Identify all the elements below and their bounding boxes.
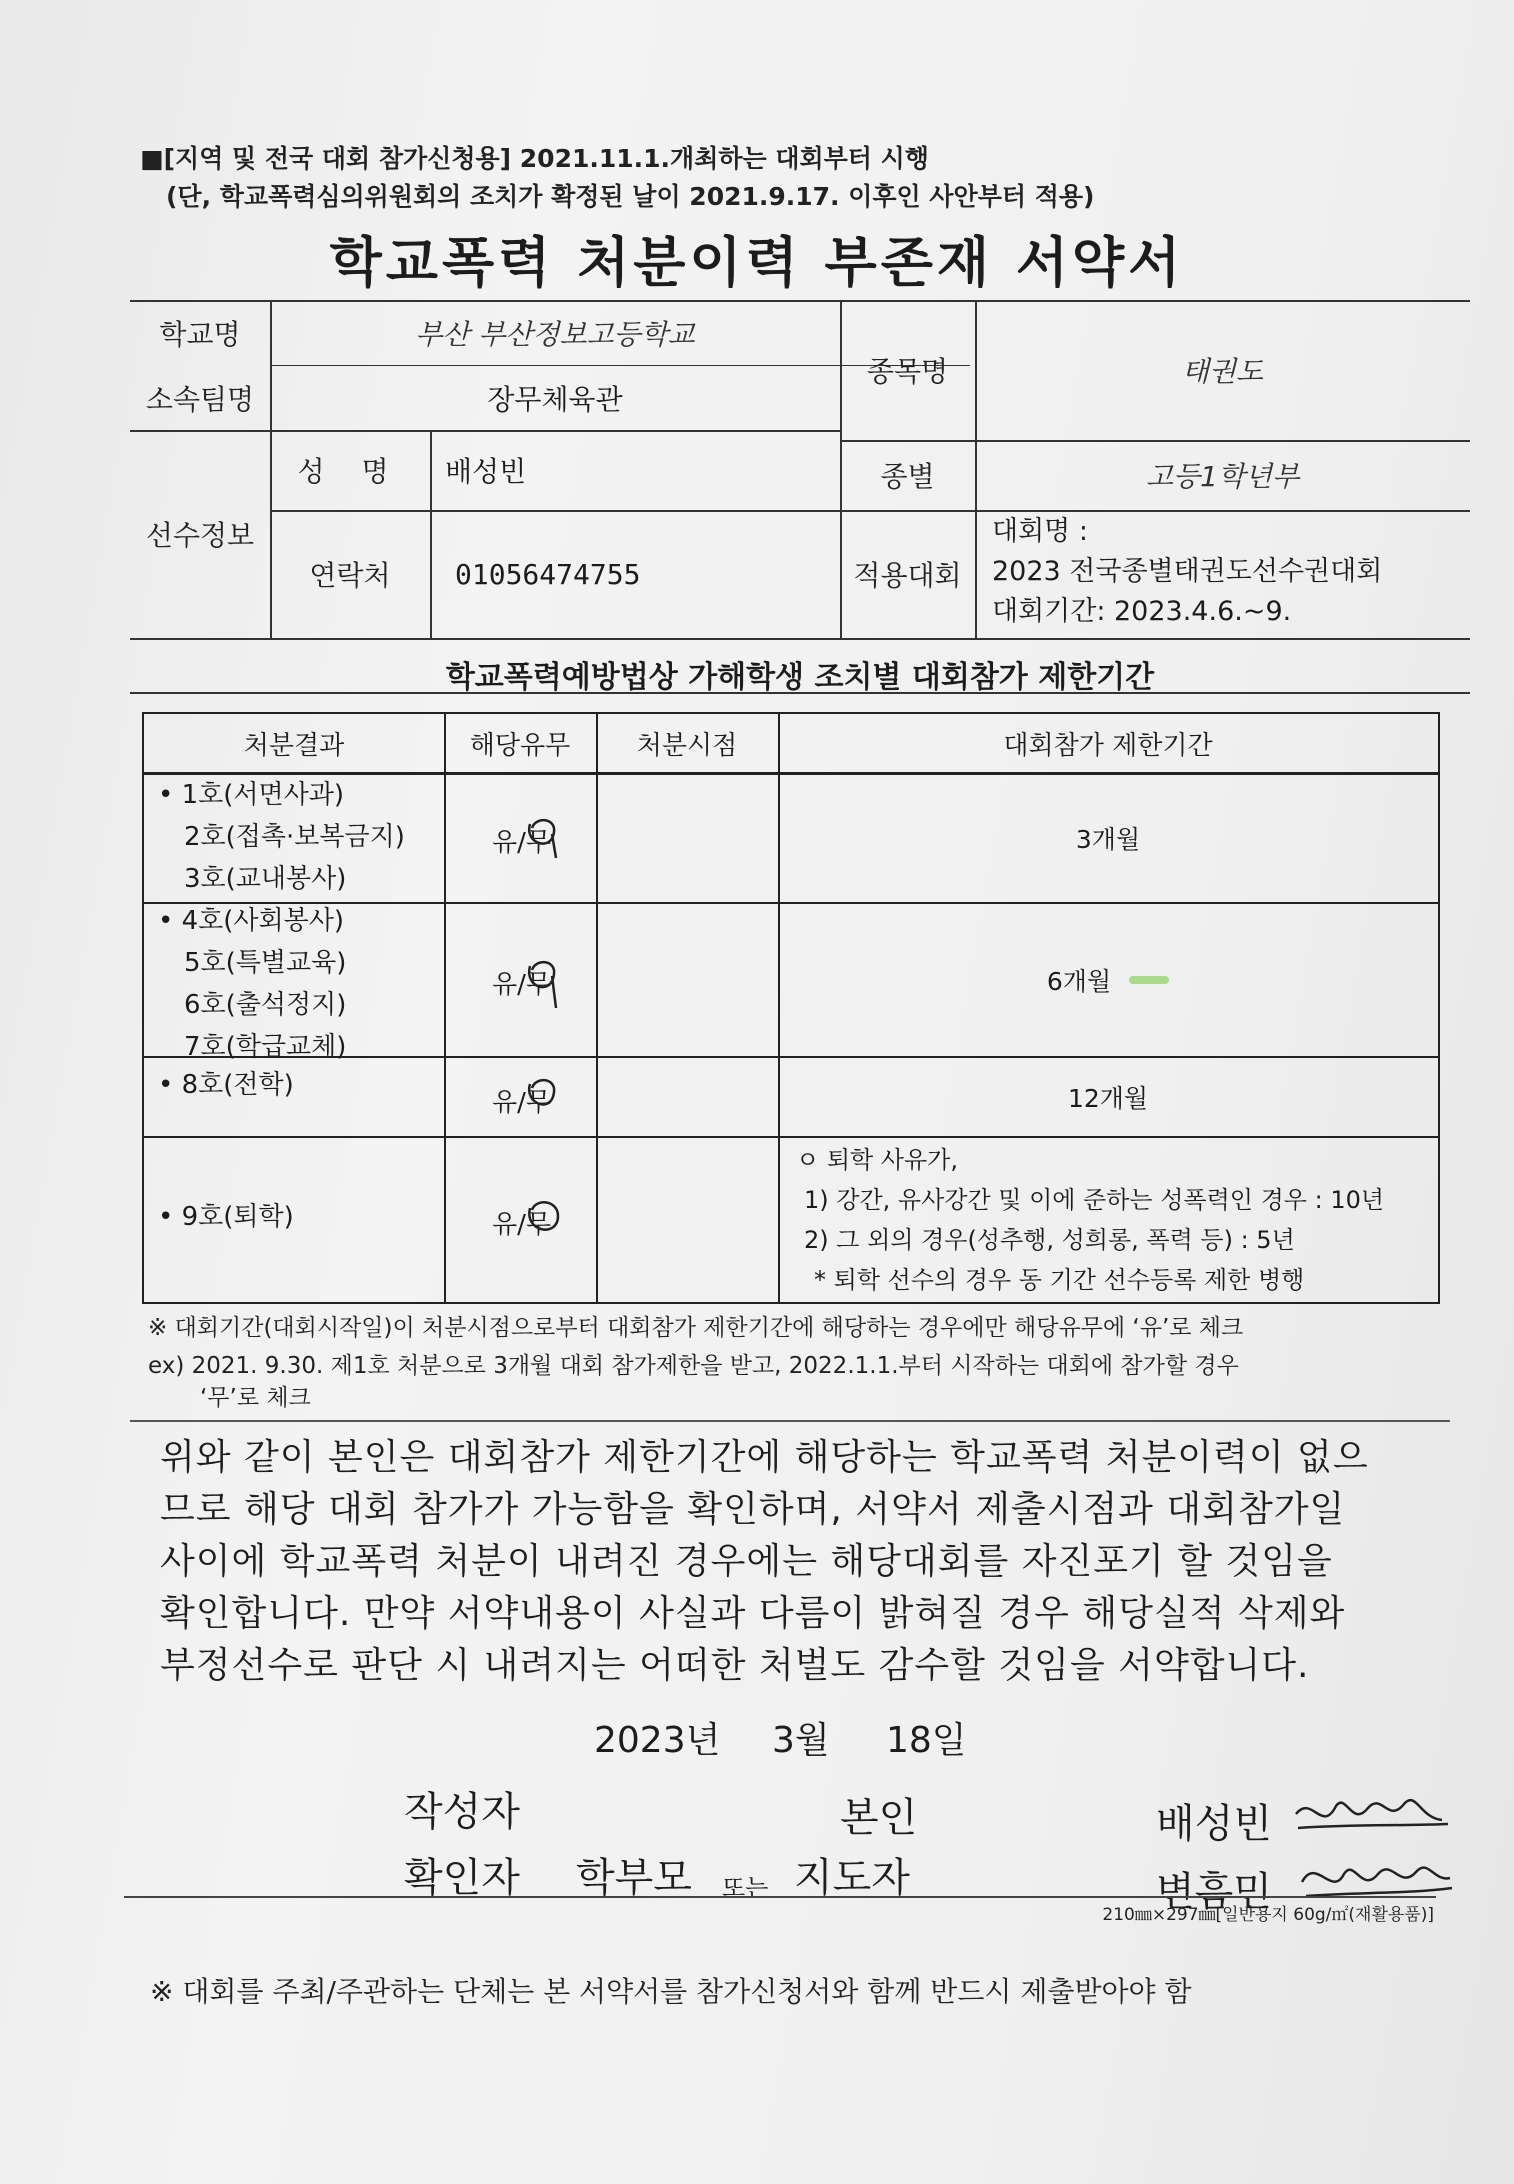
footnote: ※ 대회기간(대회시작일)이 처분시점으로부터 대회참가 제한기간에 해당하는 경우에만 해당유무에 ‘유’로 체크	[148, 1315, 1244, 1341]
event-value: 태권도	[1181, 355, 1264, 388]
highlight-mark	[1129, 976, 1169, 984]
result-item: • 4호(사회봉사)	[158, 906, 345, 936]
check-text: 유/무	[492, 1210, 551, 1240]
header-applicable: 해당유무	[469, 730, 571, 761]
header-time: 처분시점	[636, 730, 738, 761]
result-item: • 8호(전학)	[158, 1070, 294, 1100]
or-text: 또는	[722, 1874, 769, 1902]
writer-name: 배성빈	[1156, 1801, 1272, 1847]
example-line-1: ex) 2021. 9.30. 제1호 처분으로 3개월 대회 참가제한을 받고, 2022.1.1.부터 시작하는 대회에 참가할 경우	[148, 1353, 1239, 1379]
contact-value: 01056474755	[455, 557, 641, 591]
period-line: ㅇ 퇴학 사유가,	[796, 1146, 958, 1174]
circle-mark-icon	[522, 1196, 566, 1244]
period-text: 6개월	[1046, 967, 1112, 996]
school-label: 학교명	[159, 317, 241, 351]
writer-label: 작성자	[404, 1789, 520, 1835]
apply-label: 적용대회	[853, 559, 962, 592]
name-value: 배성빈	[445, 455, 527, 488]
example-line-2: ‘무’로 체크	[200, 1385, 311, 1411]
result-item: 3호(교내봉사)	[184, 864, 347, 894]
period-line: 2) 그 외의 경우(성추행, 성희롱, 폭력 등) : 5년	[804, 1226, 1295, 1254]
expulsion-period	[796, 1140, 1384, 1300]
confirmer-role-parent: 학부모	[576, 1855, 692, 1901]
name-label: 성 명	[297, 455, 403, 488]
table-row	[158, 1064, 294, 1106]
check-text: 유/무	[492, 970, 551, 1000]
pledge-line: 부정선수로 판단 시 내려지는 어떠한 처벌도 감수할 것임을 서약합니다.	[160, 1645, 1310, 1686]
comp-period: 대회기간: 2023.4.6.~9.	[992, 596, 1292, 627]
paper-spec: 210㎜×297㎜[일반용지 60g/㎡(재활용품)]	[1102, 1905, 1434, 1925]
category-label: 종별	[880, 460, 935, 493]
date-year: 2023년	[594, 1720, 721, 1761]
bottom-note: ※ 대회를 주최/주관하는 단체는 본 서약서를 참가신청서와 함께 반드시 제출받아야 함	[150, 1975, 1192, 2008]
team-label: 소속팀명	[145, 382, 255, 416]
comp-name-value: 2023 전국종별태권도선수권대회	[992, 556, 1383, 587]
notice-line-2: (단, 학교폭력심의위원회의 조치가 확정된 날이 2021.9.17. 이후인 사안부터 적용)	[166, 182, 1095, 211]
comp-name-label: 대회명 :	[992, 516, 1088, 547]
check-mark	[492, 1082, 551, 1119]
check-mark	[492, 1204, 551, 1241]
result-item: 7호(학급교체)	[184, 1032, 347, 1062]
confirmer-label: 확인자	[404, 1855, 520, 1901]
notice-line-1: ■[지역 및 전국 대회 참가신청용] 2021.11.1.개최하는 대회부터 시행	[140, 144, 929, 173]
pledge-line: 사이에 학교폭력 처분이 내려진 경우에는 해당대회를 자진포기 할 것임을	[160, 1541, 1333, 1582]
confirmer-name: 변흠민	[1156, 1869, 1272, 1915]
category-value: 고등1학년부	[1145, 460, 1300, 493]
header-period: 대회참가 제한기간	[1003, 730, 1213, 761]
team-value: 장무체육관	[487, 382, 623, 416]
date-day: 18일	[886, 1720, 967, 1761]
contact-label: 연락처	[309, 559, 391, 592]
table-row	[158, 774, 405, 900]
pledge-line: 위와 같이 본인은 대회참가 제한기간에 해당하는 학교폭력 처분이력이 없으	[160, 1437, 1369, 1478]
period-line: * 퇴학 선수의 경우 동 기간 선수등록 제한 병행	[814, 1266, 1305, 1294]
document-title: 학교폭력 처분이력 부존재 서약서	[329, 231, 1185, 294]
header-result: 처분결과	[243, 730, 345, 761]
player-info-label: 선수정보	[145, 519, 255, 552]
circle-mark-icon	[522, 814, 562, 862]
writer-signature	[1292, 1784, 1452, 1844]
check-text: 유/무	[492, 828, 551, 858]
table-row	[158, 1196, 294, 1238]
discipline-caption: 학교폭력예방법상 가해학생 조치별 대회참가 제한기간	[445, 660, 1155, 695]
period-line: 1) 강간, 유사강간 및 이에 준하는 성폭력인 경우 : 10년	[804, 1186, 1385, 1214]
check-mark	[492, 822, 551, 859]
pledge-line: 므로 해당 대회 참가가 가능함을 확인하며, 서약서 제출시점과 대회참가일	[160, 1489, 1346, 1530]
result-item: 6호(출석정지)	[184, 990, 347, 1020]
check-mark	[492, 964, 551, 1001]
confirmer-role-coach: 지도자	[794, 1855, 910, 1901]
circle-mark-icon	[522, 1074, 562, 1122]
result-item: 2호(접촉·보복금지)	[184, 822, 405, 852]
circle-mark-icon	[522, 956, 562, 1012]
discipline-table	[142, 712, 1440, 1304]
notice	[140, 140, 1094, 216]
check-text: 유/무	[492, 1088, 551, 1118]
school-value: 부산 부산정보고등학교	[415, 317, 695, 351]
result-item: • 9호(퇴학)	[158, 1202, 294, 1232]
writer-role: 본인	[840, 1795, 918, 1841]
pledge-line: 확인합니다. 만약 서약내용이 사실과 다름이 밝혀질 경우 해당실적 삭제와	[160, 1593, 1346, 1634]
result-item: • 1호(서면사과)	[158, 780, 345, 810]
competition-info	[992, 512, 1382, 632]
event-label: 종목명	[866, 355, 949, 388]
confirmer-signature	[1298, 1848, 1458, 1908]
info-table	[130, 300, 1470, 638]
result-item: 5호(특별교육)	[184, 948, 347, 978]
period-value: 3개월	[1075, 825, 1141, 854]
date-month: 3월	[772, 1720, 830, 1761]
table-row	[158, 900, 346, 1068]
pledge-text	[160, 1432, 1430, 1692]
period-value	[778, 904, 1438, 1056]
period-value: 12개월	[1067, 1084, 1149, 1113]
